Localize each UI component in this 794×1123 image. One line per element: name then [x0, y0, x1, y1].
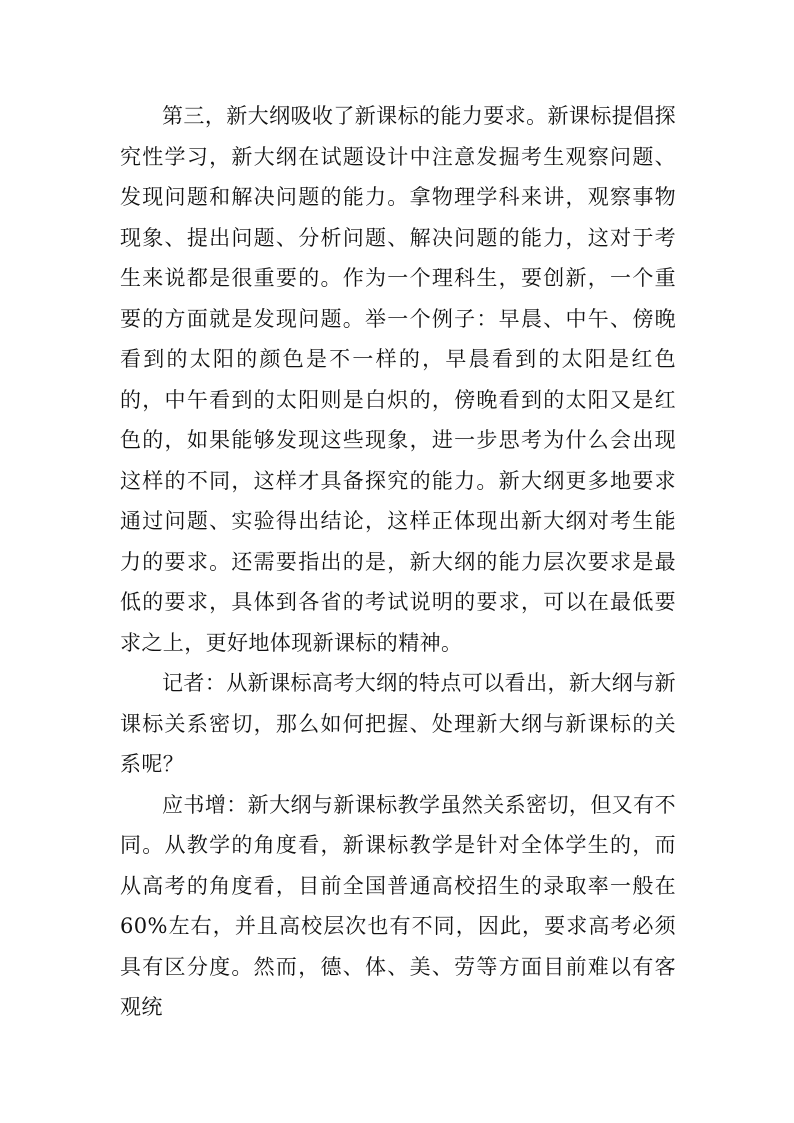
document-body [120, 96, 676, 1028]
paragraph-ability-requirements: 第三，新大纲吸收了新课标的能力要求。新课标提倡探究性学习，新大纲在试题设计中注意发掘考生观察问题、发现问题和解决问题的能力。拿物理学科来讲，观察事物现象、提出问题、分析问题、解决问题的能力，这对于考生来说都是很重要的。作为一个理科生，要创新，一个重要的方面就是发现问题。举一个例子：早晨、中午、傍晚看到的太阳的颜色是不一样的，早晨看到的太阳是红色的，中午看到的太阳则是白炽的，傍晚看到的太阳又是红色的，如果能够发现这些现象，进一步思考为什么会出现这样的不同，这样才具备探究的能力。新大纲更多地要求通过问题、实验得出结论，这样正体现出新大纲对考生能力的要求。还需要指出的是，新大纲的能力层次要求是最低的要求，具体到各省的考试说明的要求，可以在最低要求之上，更好地体现新课标的精神。 [120, 104, 676, 655]
paragraph-reporter-question: 记者：从新课标高考大纲的特点可以看出，新大纲与新课标关系密切，那么如何把握、处理新大纲与新课标的关系呢？ [120, 671, 676, 776]
paragraph-ying-shuzeng-answer: 应书增：新大纲与新课标教学虽然关系密切，但又有不同。从教学的角度看，新课标教学是针对全体学生的，而从高考的角度看，目前全国普通高校招生的录取率一般在60%左右，并且高校层次也有不同，因此，要求高考必须具有区分度。然而，德、体、美、劳等方面目前难以有客观统 [120, 792, 676, 1019]
